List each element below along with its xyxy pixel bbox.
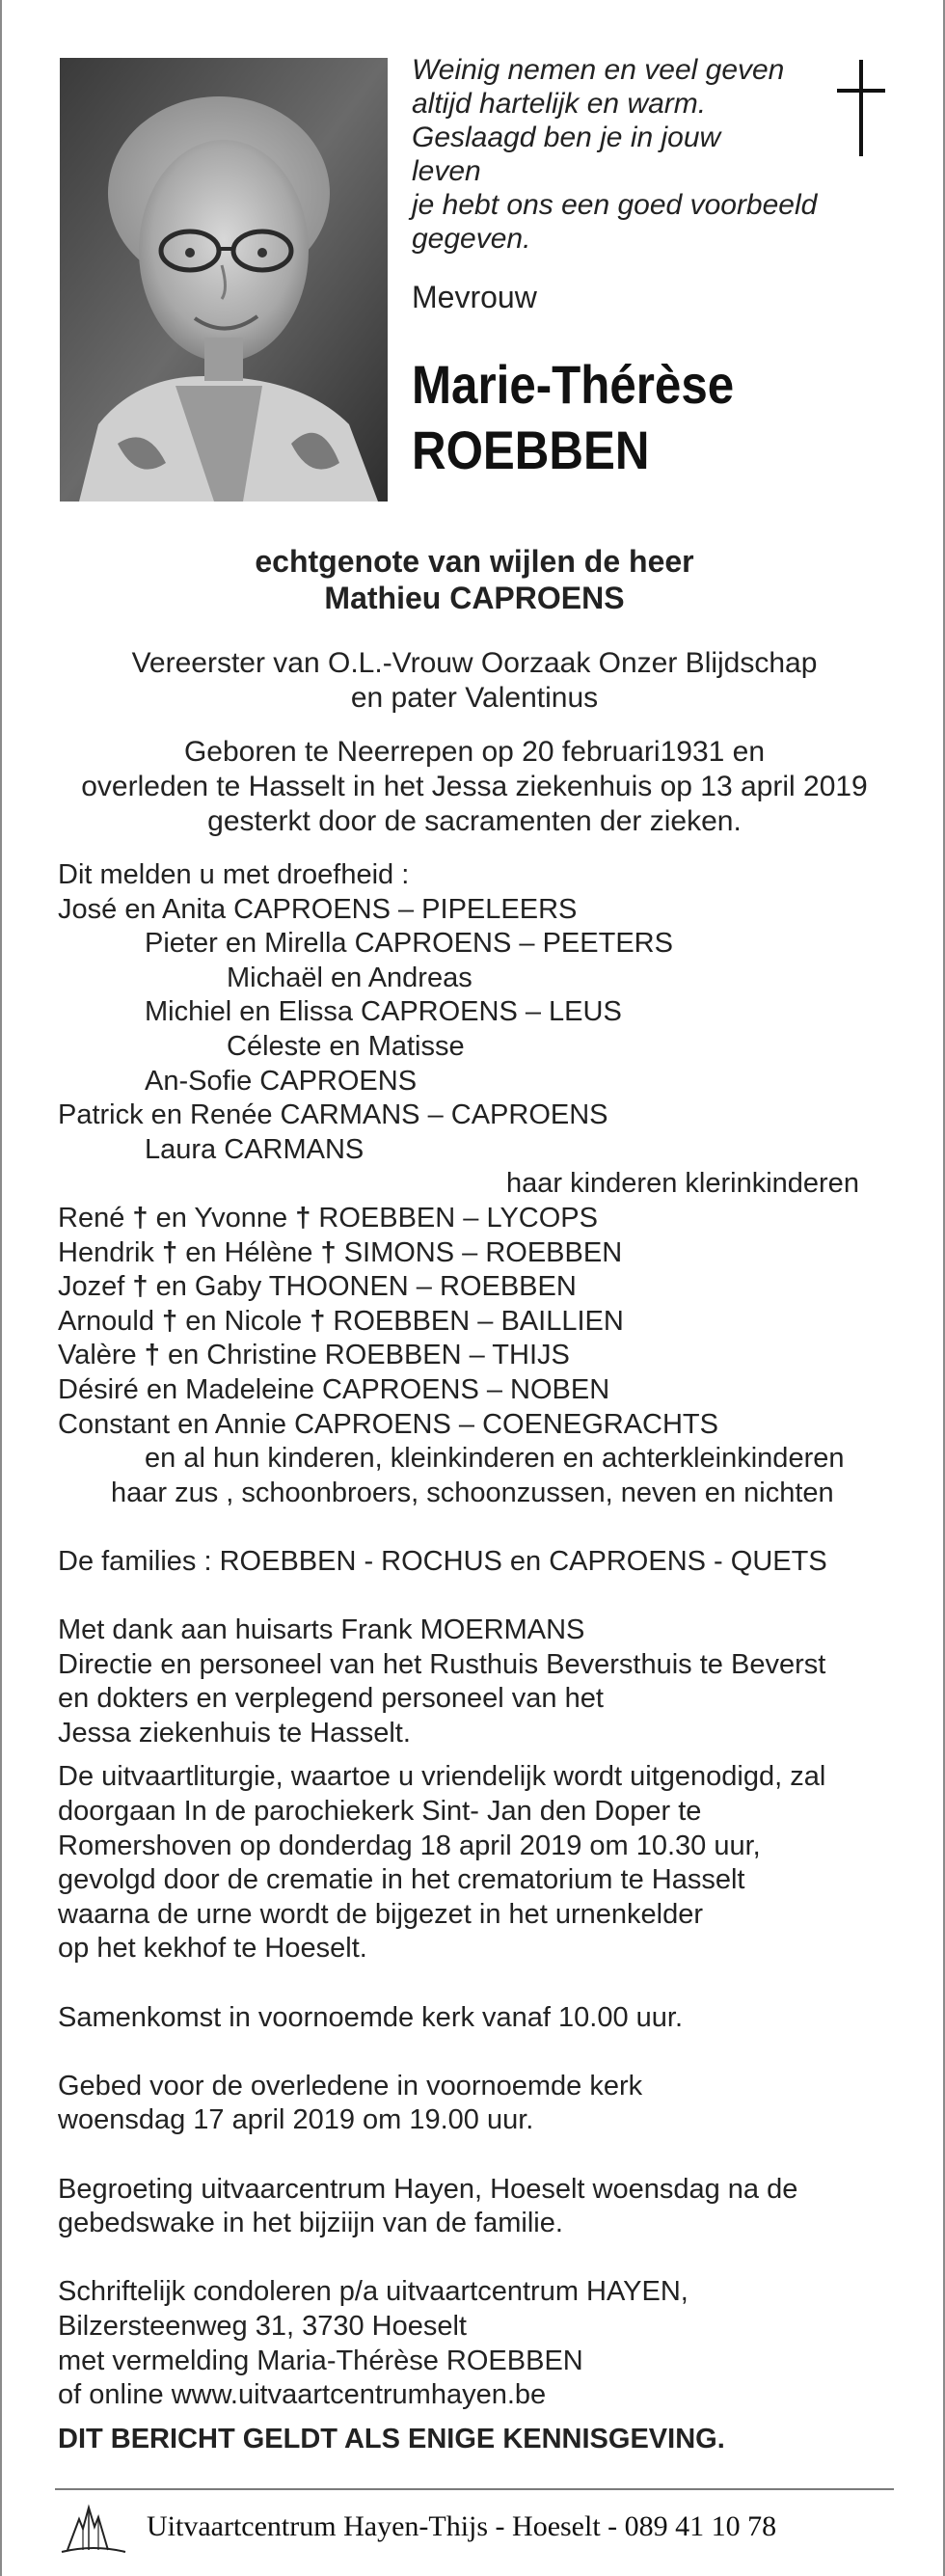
deceased-mark: † — [132, 1202, 148, 1234]
grandchild-line: Michiel en Elissa CAPROENS – LEUS — [145, 996, 622, 1028]
sibling-name: en Nicole — [185, 1305, 303, 1337]
condolence-line: met vermelding Maria-Thérèse ROEBBEN — [58, 2345, 583, 2376]
honor-block — [2, 646, 945, 716]
birth-line: Geboren te Neerrepen op 20 februari1931 en — [183, 736, 766, 768]
sibling-name: Jozef — [58, 1271, 125, 1303]
final-notice: DIT BERICHT GELDT ALS ENIGE KENNISGEVING. — [58, 2423, 725, 2454]
death-line: overleden te Hasselt in het Jessa ziekenhuis op 13 april 2019 — [81, 771, 868, 802]
sibling-line: Constant en Annie CAPROENS – COENEGRACHTS — [58, 1408, 718, 1440]
sibling-line — [58, 1270, 926, 1305]
deceased-name — [412, 352, 836, 483]
greeting-line: Begroeting uitvaarcentrum Hayen, Hoeselt woensdag na de — [58, 2173, 798, 2205]
funeral-line: gevolgd door de crematie in het crematorium te Hasselt — [58, 1864, 745, 1896]
poem-line: altijd hartelijk en warm. — [412, 88, 707, 120]
spouse-name: Mathieu CAPROENS — [324, 581, 625, 615]
sibling-line — [58, 1339, 926, 1373]
poem-line: je hebt ons een goed voorbeeld — [412, 189, 818, 221]
funeral-line: De uitvaartliturgie, waartoe u vriendelijk wordt uitgenodigd, zal — [58, 1761, 826, 1793]
deceased-first-name: Marie-Thérèse — [412, 354, 735, 415]
poem — [412, 53, 855, 256]
grandchild-line: Pieter en Mirella CAPROENS – PEETERS — [145, 928, 673, 960]
child-line: José en Anita CAPROENS – PIPELEERS — [58, 893, 578, 925]
footer — [60, 2498, 908, 2556]
thanks-line: Met dank aan huisarts Frank MOERMANS — [58, 1614, 585, 1646]
prayer-line: Gebed voor de overledene in voornoemde kerk — [58, 2070, 643, 2101]
sibling-family: ROEBBEN – BAILLIEN — [333, 1305, 624, 1337]
sibling-line — [58, 1202, 926, 1236]
thanks-line: en dokters en verplegend personeel van het — [58, 1683, 604, 1715]
sibling-name: en Hélène — [185, 1236, 313, 1268]
thanks-line: Directie en personeel van het Rusthuis Beversthuis te Beverst — [58, 1648, 826, 1680]
great-grandchild-line: Céleste en Matisse — [227, 1030, 465, 1062]
poem-line: Geslaagd ben je in jouw — [412, 122, 721, 153]
deceased-mark: † — [132, 1271, 148, 1303]
sibling-name: René — [58, 1202, 125, 1234]
sibling-name: Hendrik — [58, 1236, 154, 1268]
sacrament-line: gesterkt door de sacramenten der zieken. — [207, 805, 742, 837]
footer-divider — [55, 2488, 894, 2490]
condolence-line: Schriftelijk condoleren p/a uitvaartcentrum HAYEN, — [58, 2276, 688, 2308]
deceased-title: Mevrouw — [412, 280, 537, 314]
deceased-mark: † — [144, 1340, 160, 1371]
sibling-name: en Gaby THOONEN – ROEBBEN — [155, 1271, 577, 1303]
grandchild-line: An-Sofie CAPROENS — [145, 1065, 418, 1097]
greeting-line: gebedswake in het bijziijn van de familie. — [58, 2208, 563, 2239]
great-grandchild-line: Michaël en Andreas — [227, 962, 472, 993]
announce-intro: Dit melden u met droefheid : — [58, 859, 410, 890]
prayer-line: woensdag 17 april 2019 om 19.00 uur. — [58, 2104, 534, 2136]
footer-contact: Uitvaartcentrum Hayen-Thijs - Hoeselt - 089 41 10 78 — [147, 2510, 777, 2542]
sibling-line: Désiré en Madeleine CAPROENS – NOBEN — [58, 1373, 610, 1405]
spouse-block — [2, 543, 945, 616]
sibling-name: en Christine ROEBBEN – THIJS — [167, 1340, 570, 1371]
funeral-home-logo — [60, 2500, 127, 2554]
honor-line: en pater Valentinus — [350, 682, 599, 714]
sibling-family: SIMONS – ROEBBEN — [343, 1236, 623, 1268]
sibling-name: en Yvonne — [155, 1202, 288, 1234]
cross-icon — [833, 60, 891, 156]
poem-line: leven — [412, 155, 481, 187]
funeral-line: op het kekhof te Hoeselt. — [58, 1933, 367, 1965]
sibling-family: ROEBBEN – LYCOPS — [318, 1202, 598, 1234]
relatives-line: en al hun kinderen, kleinkinderen en achterkleinkinderen — [145, 1443, 845, 1475]
deceased-last-name: ROEBBEN — [412, 420, 650, 480]
deceased-mark: † — [295, 1202, 311, 1234]
funeral-line: Romershoven op donderdag 18 april 2019 om 10.30 uur, — [58, 1830, 761, 1861]
sibling-name: Valère — [58, 1340, 137, 1371]
deceased-mark: † — [162, 1236, 178, 1268]
condolence-line: of online www.uitvaartcentrumhayen.be — [58, 2379, 547, 2411]
children-label: haar kinderen klerinkinderen — [506, 1168, 859, 1200]
grandchild-line: Laura CARMANS — [145, 1133, 364, 1165]
gathering-line: Samenkomst in voornoemde kerk vanaf 10.00 uur. — [58, 2001, 684, 2033]
sibling-line — [58, 1236, 926, 1271]
announcement-body — [58, 858, 926, 2456]
relatives-line: haar zus , schoonbroers, schoonzussen, neven en nichten — [111, 1477, 834, 1508]
birth-death-block — [2, 735, 945, 839]
poem-line: Weinig nemen en veel geven — [412, 54, 785, 86]
deceased-mark: † — [310, 1305, 326, 1337]
deceased-mark: † — [162, 1305, 178, 1337]
child-line: Patrick en Renée CARMANS – CAPROENS — [58, 1099, 608, 1131]
sibling-name: Arnould — [58, 1305, 154, 1337]
deceased-mark: † — [320, 1236, 337, 1268]
thanks-line: Jessa ziekenhuis te Hasselt. — [58, 1717, 411, 1749]
portrait-image — [60, 58, 388, 502]
funeral-line: doorgaan In de parochiekerk Sint- Jan den Doper te — [58, 1796, 702, 1828]
families-line: De families : ROEBBEN - ROCHUS en CAPROENS - QUETS — [58, 1545, 827, 1577]
poem-line: gegeven. — [412, 223, 531, 255]
sibling-line — [58, 1305, 926, 1340]
condolence-line: Bilzersteenweg 31, 3730 Hoeselt — [58, 2310, 467, 2342]
portrait-photo — [60, 58, 388, 502]
honor-line: Vereerster van O.L.-Vrouw Oorzaak Onzer Blijdschap — [131, 647, 818, 679]
funeral-line: waarna de urne wordt de bijgezet in het urnenkelder — [58, 1898, 704, 1930]
spouse-line: echtgenote van wijlen de heer — [255, 544, 694, 579]
